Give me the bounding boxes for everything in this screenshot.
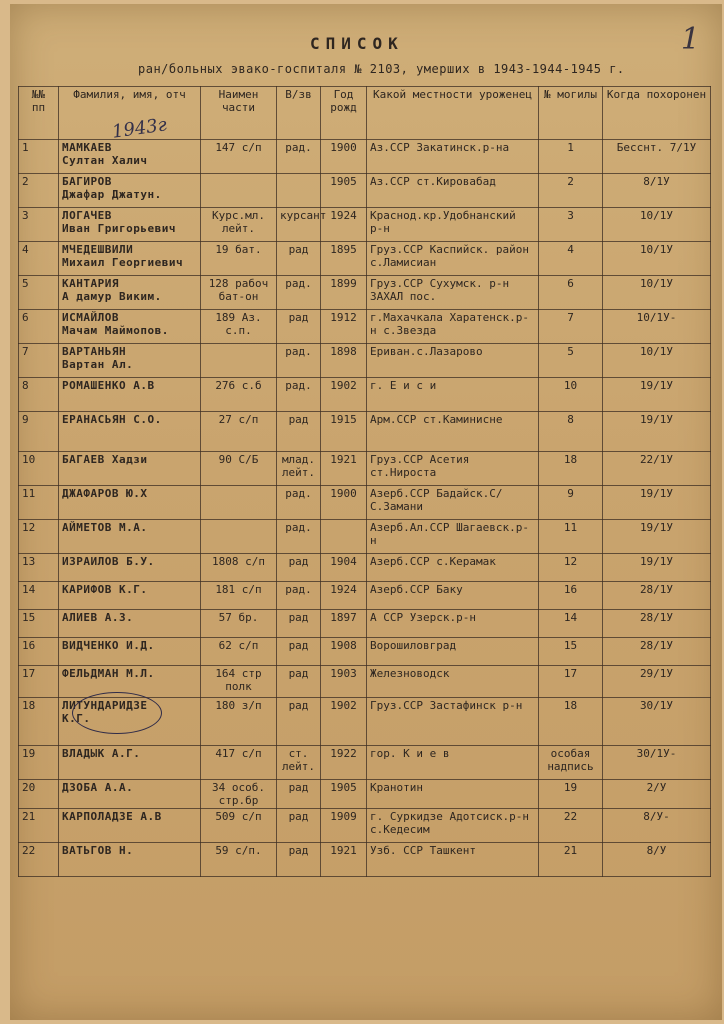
burial-date: 28/1У [603,610,711,638]
burial-date: 30/1У [603,698,711,746]
row-number: 1 [19,140,59,174]
grave-number: 21 [539,843,603,877]
unit [201,344,277,378]
grave-number: 22 [539,809,603,843]
rank: рад. [277,276,321,310]
birth-year: 1900 [321,486,367,520]
row-number: 19 [19,746,59,780]
birth-year: 1905 [321,780,367,809]
birthplace: Краснод.кр.Удобнанский р-н [367,208,539,242]
birth-year: 1921 [321,452,367,486]
person-name: ВАТЬГОВ Н. [59,843,201,877]
rank: рад [277,809,321,843]
person-name: РОМАШЕНКО А.В [59,378,201,412]
rank: рад. [277,486,321,520]
birth-year [321,520,367,554]
ink-circle-mark [72,692,162,734]
birth-year: 1899 [321,276,367,310]
document-subtitle: ран/больных эвако-госпиталя № 2103, умерших в 1943-1944-1945 г. [138,62,625,76]
table-row [19,554,711,582]
burial-date: 8/У [603,843,711,877]
unit: 128 рабоч бат-он [201,276,277,310]
table-row [19,843,711,877]
row-number: 15 [19,610,59,638]
birthplace: гор. К и е в [367,746,539,780]
table-row [19,780,711,809]
burial-date: 8/1У [603,174,711,208]
rank: курсант [277,208,321,242]
table-row [19,242,711,276]
row-number: 7 [19,344,59,378]
birth-year: 1905 [321,174,367,208]
person-name: БАГАЕВ Хадзи [59,452,201,486]
header-grave: № могилы [539,87,603,140]
birth-year: 1921 [321,843,367,877]
table-row [19,140,711,174]
row-number: 12 [19,520,59,554]
burial-date: 19/1У [603,486,711,520]
burial-date: 28/1У [603,638,711,666]
birth-year: 1902 [321,378,367,412]
birth-year: 1922 [321,746,367,780]
person-name: ЛОГАЧЕВ Иван Григорьевич [59,208,201,242]
birth-year: 1904 [321,554,367,582]
document-title: СПИСОК [310,34,404,53]
birthplace: Аз.ССР Закатинск.р-на [367,140,539,174]
row-number: 16 [19,638,59,666]
header-birthplace: Какой местности уроженец [367,87,539,140]
birth-year: 1898 [321,344,367,378]
table-row [19,520,711,554]
birthplace: Аз.ССР ст.Кировабад [367,174,539,208]
grave-number: 19 [539,780,603,809]
birth-year: 1900 [321,140,367,174]
rank [277,174,321,208]
birthplace: Груз.ССР Сухумск. р-н ЗАХАЛ пос. [367,276,539,310]
row-number: 11 [19,486,59,520]
grave-number: 18 [539,698,603,746]
birth-year: 1924 [321,582,367,610]
birthplace: А ССР Узерск.р-н [367,610,539,638]
burial-date: 10/1У [603,208,711,242]
row-number: 21 [19,809,59,843]
row-number: 17 [19,666,59,698]
row-number: 4 [19,242,59,276]
grave-number: 14 [539,610,603,638]
birthplace: г.Махачкала Харатенск.р-н с.Звезда [367,310,539,344]
unit: 59 с/п. [201,843,277,877]
row-number: 20 [19,780,59,809]
grave-number: 18 [539,452,603,486]
person-name: АЙМЕТОВ М.А. [59,520,201,554]
unit [201,174,277,208]
grave-number: 16 [539,582,603,610]
page-number: 1 [680,22,700,57]
table-row [19,174,711,208]
burial-date: Бесснт. 7/1У [603,140,711,174]
person-name: МЧЕДЕШВИЛИ Михаил Георгиевич [59,242,201,276]
unit: 34 особ. стр.бр [201,780,277,809]
unit: 57 бр. [201,610,277,638]
unit: 1808 с/п [201,554,277,582]
burial-date: 30/1У- [603,746,711,780]
header-burial-date: Когда похоронен [603,87,711,140]
grave-number: 8 [539,412,603,452]
row-number: 5 [19,276,59,310]
birth-year: 1902 [321,698,367,746]
row-number: 9 [19,412,59,452]
row-number: 3 [19,208,59,242]
birthplace: Азерб.ССР Бадайск.С/С.Замани [367,486,539,520]
birthplace: г. Суркидзе Адотсиск.р-н с.Кедесим [367,809,539,843]
burial-date: 19/1У [603,554,711,582]
burial-date: 19/1У [603,378,711,412]
grave-number: 1 [539,140,603,174]
header-rank: В/зв [277,87,321,140]
table-row [19,276,711,310]
burial-date: 10/1У [603,276,711,310]
birthplace: Ериван.с.Лазарово [367,344,539,378]
table-row [19,452,711,486]
birth-year: 1908 [321,638,367,666]
table-row [19,412,711,452]
person-name: ИСМАЙЛОВ Мачам Маймопов. [59,310,201,344]
rank: рад [277,698,321,746]
person-name: ФЕЛЬДМАН М.Л. [59,666,201,698]
row-number: 18 [19,698,59,746]
burial-date: 8/У- [603,809,711,843]
person-name: ДЗОБА А.А. [59,780,201,809]
birthplace: Железноводск [367,666,539,698]
table-row [19,809,711,843]
grave-number: 5 [539,344,603,378]
unit: 19 бат. [201,242,277,276]
unit: 147 с/п [201,140,277,174]
birth-year: 1895 [321,242,367,276]
row-number: 13 [19,554,59,582]
rank: рад [277,843,321,877]
burial-date: 28/1У [603,582,711,610]
table-row [19,486,711,520]
person-name: КАРИФОВ К.Г. [59,582,201,610]
row-number: 8 [19,378,59,412]
birthplace: Груз.ССР Каспийск. район с.Ламисиан [367,242,539,276]
header-name: Фамилия, имя, отч [59,87,201,140]
person-name: МАМКАЕВ Султан Халич [59,140,201,174]
table-row [19,344,711,378]
rank: ст. лейт. [277,746,321,780]
birthplace: Ворошиловград [367,638,539,666]
birthplace: Азерб.Ал.ССР Шагаевск.р-н [367,520,539,554]
rank: рад [277,554,321,582]
rank: рад [277,310,321,344]
rank: рад [277,638,321,666]
person-name: ЕРАНАСЬЯН С.О. [59,412,201,452]
grave-number: 11 [539,520,603,554]
rank: рад [277,412,321,452]
unit: 181 с/п [201,582,277,610]
rank: млад. лейт. [277,452,321,486]
person-name: ДЖАФАРОВ Ю.Х [59,486,201,520]
grave-number: особая надпись [539,746,603,780]
unit [201,520,277,554]
rank: рад [277,242,321,276]
grave-number: 4 [539,242,603,276]
rank: рад. [277,378,321,412]
rank: рад [277,666,321,698]
person-name: КАРПОЛАДЗЕ А.В [59,809,201,843]
person-name: КАНТАРИЯ А дамур Виким. [59,276,201,310]
header-birth-year: Год рожд [321,87,367,140]
burial-date: 10/1У [603,242,711,276]
person-name: ЛИТУНДАРИДЗЕ К.Г. [59,698,201,746]
unit: 276 с.б [201,378,277,412]
birth-year: 1924 [321,208,367,242]
birthplace: Арм.ССР ст.Каминисне [367,412,539,452]
grave-number: 12 [539,554,603,582]
table-row [19,582,711,610]
person-name: БАГИРОВ Джафар Джатун. [59,174,201,208]
person-name: ВИДЧЕНКО И.Д. [59,638,201,666]
birth-year: 1897 [321,610,367,638]
grave-number: 9 [539,486,603,520]
grave-number: 3 [539,208,603,242]
row-number: 22 [19,843,59,877]
unit: 180 з/п [201,698,277,746]
birth-year: 1903 [321,666,367,698]
grave-number: 10 [539,378,603,412]
burial-date: 10/1У- [603,310,711,344]
person-name: АЛИЕВ А.З. [59,610,201,638]
table-row [19,638,711,666]
unit: 27 с/п [201,412,277,452]
rank: рад. [277,582,321,610]
burial-date: 29/1У [603,666,711,698]
unit: 189 Аз. с.п. [201,310,277,344]
birthplace: Узб. ССР Ташкент [367,843,539,877]
birthplace: Кранотин [367,780,539,809]
table-header-row [19,87,711,140]
row-number: 10 [19,452,59,486]
row-number: 6 [19,310,59,344]
grave-number: 15 [539,638,603,666]
unit: Курс.мл. лейт. [201,208,277,242]
birthplace: Азерб.ССР с.Керамак [367,554,539,582]
birth-year: 1909 [321,809,367,843]
unit: 164 стр полк [201,666,277,698]
unit: 62 с/п [201,638,277,666]
person-name: ВЛАДЫК А.Г. [59,746,201,780]
grave-number: 6 [539,276,603,310]
person-name: ИЗРАИЛОВ Б.У. [59,554,201,582]
grave-number: 2 [539,174,603,208]
table-row [19,378,711,412]
rank: рад [277,780,321,809]
header-number: №№ пп [19,87,59,140]
birthplace: Груз.ССР Застафинск р-н [367,698,539,746]
grave-number: 7 [539,310,603,344]
burial-date: 10/1У [603,344,711,378]
unit [201,486,277,520]
unit: 417 с/п [201,746,277,780]
burial-date: 19/1У [603,412,711,452]
rank: рад [277,610,321,638]
person-name: ВАРТАНЬЯН Вартан Ал. [59,344,201,378]
row-number: 2 [19,174,59,208]
table-row [19,746,711,780]
birthplace: г. Е и с и [367,378,539,412]
rank: рад. [277,344,321,378]
header-unit: Наимен части [201,87,277,140]
birthplace: Груз.ССР Асетия ст.Нироста [367,452,539,486]
handwritten-year-note: 1943г [110,114,169,143]
rank: рад. [277,140,321,174]
casualty-table [18,86,711,877]
burial-date: 19/1У [603,520,711,554]
burial-date: 22/1У [603,452,711,486]
rank: рад. [277,520,321,554]
birth-year: 1912 [321,310,367,344]
birth-year: 1915 [321,412,367,452]
table-row [19,208,711,242]
grave-number: 17 [539,666,603,698]
row-number: 14 [19,582,59,610]
burial-date: 2/У [603,780,711,809]
table-row [19,610,711,638]
birthplace: Азерб.ССР Баку [367,582,539,610]
unit: 509 с/п [201,809,277,843]
unit: 90 С/Б [201,452,277,486]
table-row [19,310,711,344]
